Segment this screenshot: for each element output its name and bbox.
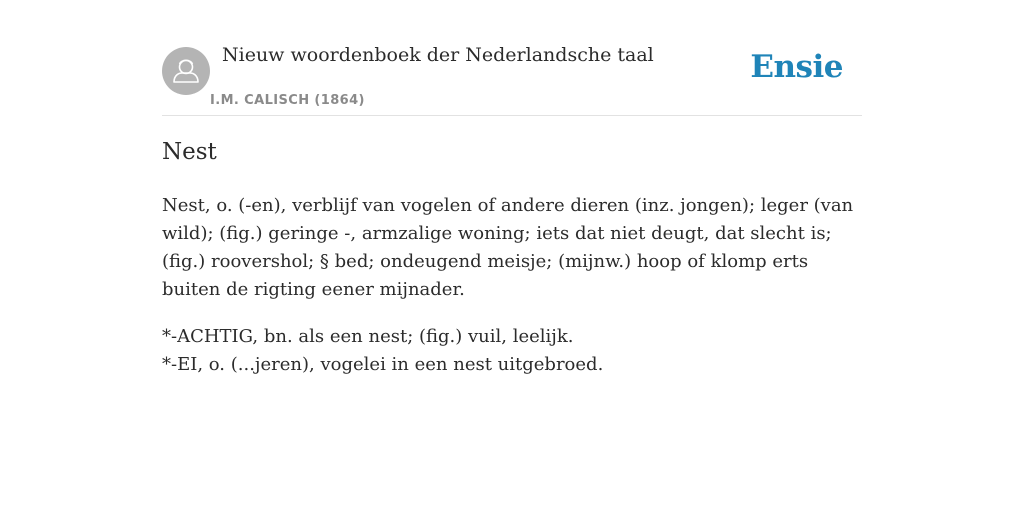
divider [162, 115, 862, 116]
avatar [162, 47, 210, 95]
author-name[interactable]: I.M. CALISCH (1864) [210, 93, 365, 108]
derivative-item: *-ACHTIG, bn. als een nest; (fig.) vuil, leelijk. [162, 326, 574, 347]
definition-text: Nest, o. (-en), verblijf van vogelen of andere dieren (inz. jongen); leger (van wild); (fig.) geringe -, armzalige woning; iets dat niet deugt, dat slecht is; (fig.) roovershol; § bed; ondeugend meisje; (mijnw.) hoop of klomp erts buiten de rigting eener mijnader. [162, 195, 854, 300]
page-title: Nest [162, 139, 217, 165]
ensie-logo[interactable]: Ensie [750, 49, 843, 85]
derivative-item: *-EI, o. (...jeren), vogelei in een nest uitgebroed. [162, 354, 604, 375]
user-icon [162, 47, 210, 95]
derivatives-list [162, 323, 862, 379]
source-title[interactable]: Nieuw woordenboek der Nederlandsche taal [222, 44, 654, 66]
